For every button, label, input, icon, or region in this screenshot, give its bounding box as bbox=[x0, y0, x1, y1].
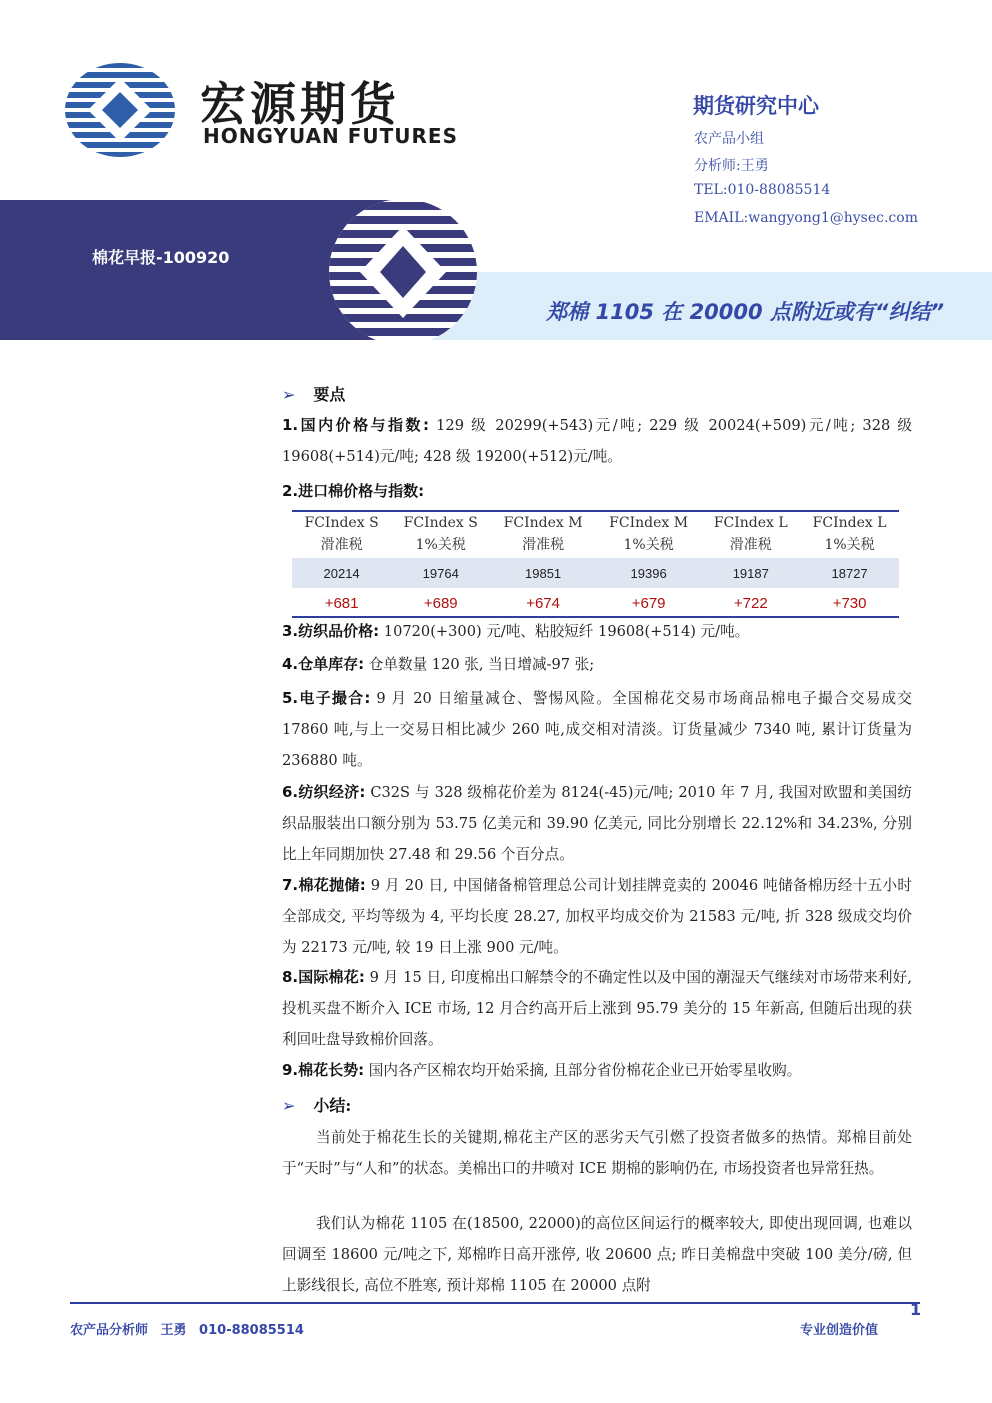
table-row-price bbox=[292, 558, 899, 588]
change-cell: +679 bbox=[631, 594, 666, 612]
header-line1: FCIndex S bbox=[403, 515, 478, 531]
item-label: 3.纺织品价格: bbox=[282, 622, 380, 640]
item-electronic-matching bbox=[282, 683, 912, 776]
item-text: 9 月 20 日, 中国储备棉管理总公司计划挂牌竞卖的 20046 吨储备棉历经十五小时全部成交, 平均等级为 4, 平均长度 28.27, 加权平均成交价为 21583 元/吨, 折 328 级成交均价为 22173 元/吨, 较 19 日上涨 900 元/吨。 bbox=[282, 877, 913, 956]
analyst-name: 分析师:王勇 bbox=[694, 158, 769, 174]
item-textile-economy bbox=[282, 777, 912, 870]
item-international-cotton bbox=[282, 962, 912, 1055]
summary-heading bbox=[282, 1093, 351, 1116]
change-cell: +722 bbox=[733, 594, 768, 612]
item-label: 9.棉花长势: bbox=[282, 1061, 365, 1079]
header-line1: FCIndex L bbox=[713, 515, 788, 531]
header-line2: 滑准税 bbox=[320, 537, 363, 553]
header-line1: FCIndex L bbox=[812, 515, 887, 531]
arrow-bullet-icon: ➢ bbox=[282, 1096, 296, 1115]
company-logo-icon bbox=[64, 62, 176, 158]
key-points-label: 要点 bbox=[313, 385, 346, 404]
item-text: 129 级 20299(+543)元/吨; 229 级 20024(+509)元/吨; 328 级 19608(+514)元/吨; 428 级 19200(+512)元/吨。 bbox=[282, 417, 912, 465]
item-label: 7.棉花抛储: bbox=[282, 876, 366, 894]
change-cell: +730 bbox=[832, 594, 867, 612]
table-header-cell bbox=[596, 510, 702, 558]
report-headline: 郑棉 1105 在 20000 点附近或有“纠结” bbox=[546, 300, 944, 324]
item-domestic-price bbox=[282, 410, 912, 472]
header-line1: FCIndex M bbox=[609, 515, 689, 531]
table-header-cell bbox=[391, 510, 490, 558]
footer-analyst-info: 农产品分析师 王勇 010-88085514 bbox=[70, 1323, 304, 1338]
header-line1: FCIndex M bbox=[503, 515, 583, 531]
item-label: 1.国内价格与指数: bbox=[282, 416, 429, 434]
table-header-row bbox=[292, 510, 899, 558]
header-line2: 1%关税 bbox=[824, 537, 875, 553]
item-textile-price bbox=[282, 616, 912, 647]
page-number: 1 bbox=[910, 1300, 922, 1319]
price-cell: 19764 bbox=[391, 558, 490, 588]
table-header-cell bbox=[701, 510, 800, 558]
item-text: 9 月 20 日缩量减仓、警惕风险。全国棉花交易市场商品棉电子撮合交易成交 17860 吨,与上一交易日相比减少 260 吨,成交相对清淡。订货量减少 7340 吨, 累计订货量为 236880 吨。 bbox=[282, 690, 912, 769]
change-cell: +689 bbox=[423, 594, 458, 612]
item-label: 6.纺织经济: bbox=[282, 783, 366, 801]
item-import-price bbox=[282, 476, 912, 507]
table-header-cell bbox=[800, 510, 899, 558]
footer-rule bbox=[70, 1302, 920, 1304]
group-name: 农产品小组 bbox=[694, 131, 764, 147]
brand-name-en: HONGYUAN FUTURES bbox=[203, 124, 458, 148]
item-text: C32S 与 328 级棉花价差为 8124(-45)元/吨; 2010 年 7 月, 我国对欧盟和美国纺织品服装出口额分别为 53.75 亿美元和 39.90 亿美元, 同比分别增长 22.12%和 34.23%, 分别比上年同期加快 27.48 和 29.56 个百分点。 bbox=[282, 784, 913, 863]
item-text: 仓单数量 120 张, 当日增减-97 张; bbox=[368, 656, 595, 673]
import-index-table bbox=[292, 510, 899, 618]
banner-logo-icon bbox=[328, 198, 478, 346]
item-text: 9 月 15 日, 印度棉出口解禁令的不确定性以及中国的潮湿天气继续对市场带来利好, 投机买盘不断介入 ICE 市场, 12 月合约高开后上涨到 95.79 美分的 15 年新高, 但随后出现的获利回吐盘导致棉价回落。 bbox=[282, 969, 912, 1048]
header-line2: 滑准税 bbox=[729, 537, 772, 553]
tel-number: TEL:010-88085514 bbox=[694, 182, 831, 198]
header-line1: FCIndex S bbox=[304, 515, 379, 531]
arrow-bullet-icon: ➢ bbox=[282, 385, 296, 404]
item-label: 4.仓单库存: bbox=[282, 655, 365, 673]
item-text: 国内各产区棉农均开始采摘, 且部分省份棉花企业已开始零星收购。 bbox=[368, 1062, 802, 1079]
item-label: 8.国际棉花: bbox=[282, 968, 365, 986]
item-reserve-auction bbox=[282, 870, 912, 963]
brand-name-cn: 宏源期货 bbox=[200, 77, 400, 131]
summary-label: 小结: bbox=[313, 1096, 352, 1115]
item-warehouse-stock bbox=[282, 649, 912, 680]
price-cell: 19851 bbox=[490, 558, 596, 588]
price-cell: 20214 bbox=[292, 558, 391, 588]
table-header-cell bbox=[292, 510, 391, 558]
email-address[interactable]: EMAIL:wangyong1@hysec.com bbox=[694, 210, 918, 226]
table-row-change bbox=[292, 588, 899, 618]
change-cell: +681 bbox=[324, 594, 359, 612]
price-cell: 18727 bbox=[800, 558, 899, 588]
footer-slogan: 专业创造价值 bbox=[800, 1323, 879, 1338]
report-code: 棉花早报-100920 bbox=[92, 248, 230, 267]
header-line2: 1%关税 bbox=[415, 537, 466, 553]
price-cell: 19396 bbox=[596, 558, 702, 588]
item-label: 2.进口棉价格与指数: bbox=[282, 482, 425, 500]
header-line2: 1%关税 bbox=[623, 537, 674, 553]
key-points-heading bbox=[282, 382, 345, 405]
research-center-name: 期货研究中心 bbox=[693, 94, 819, 118]
table-header-cell bbox=[490, 510, 596, 558]
price-cell: 19187 bbox=[701, 558, 800, 588]
summary-paragraph: 我们认为棉花 1105 在(18500, 22000)的高位区间运行的概率较大, 即使出现回调, 也难以回调至 18600 元/吨之下, 郑棉昨日高开涨停, 收 20600 点; 昨日美棉盘中突破 100 美分/磅, 但上影线很长, 高位不胜寒, 预计郑棉 1105 在 20000 点附 bbox=[282, 1215, 912, 1294]
header-line2: 滑准税 bbox=[522, 537, 565, 553]
change-cell: +674 bbox=[526, 594, 560, 612]
item-text: 10720(+300) 元/吨、粘胶短纤 19608(+514) 元/吨。 bbox=[383, 623, 750, 640]
item-growth-status bbox=[282, 1055, 912, 1086]
summary-paragraph: 当前处于棉花生长的关键期,棉花主产区的恶劣天气引燃了投资者做多的热情。郑棉目前处于“天时”与“人和”的状态。美棉出口的井喷对 ICE 期棉的影响仍在, 市场投资者也异常狂热。 bbox=[282, 1129, 912, 1177]
item-label: 5.电子撮合: bbox=[282, 689, 371, 707]
